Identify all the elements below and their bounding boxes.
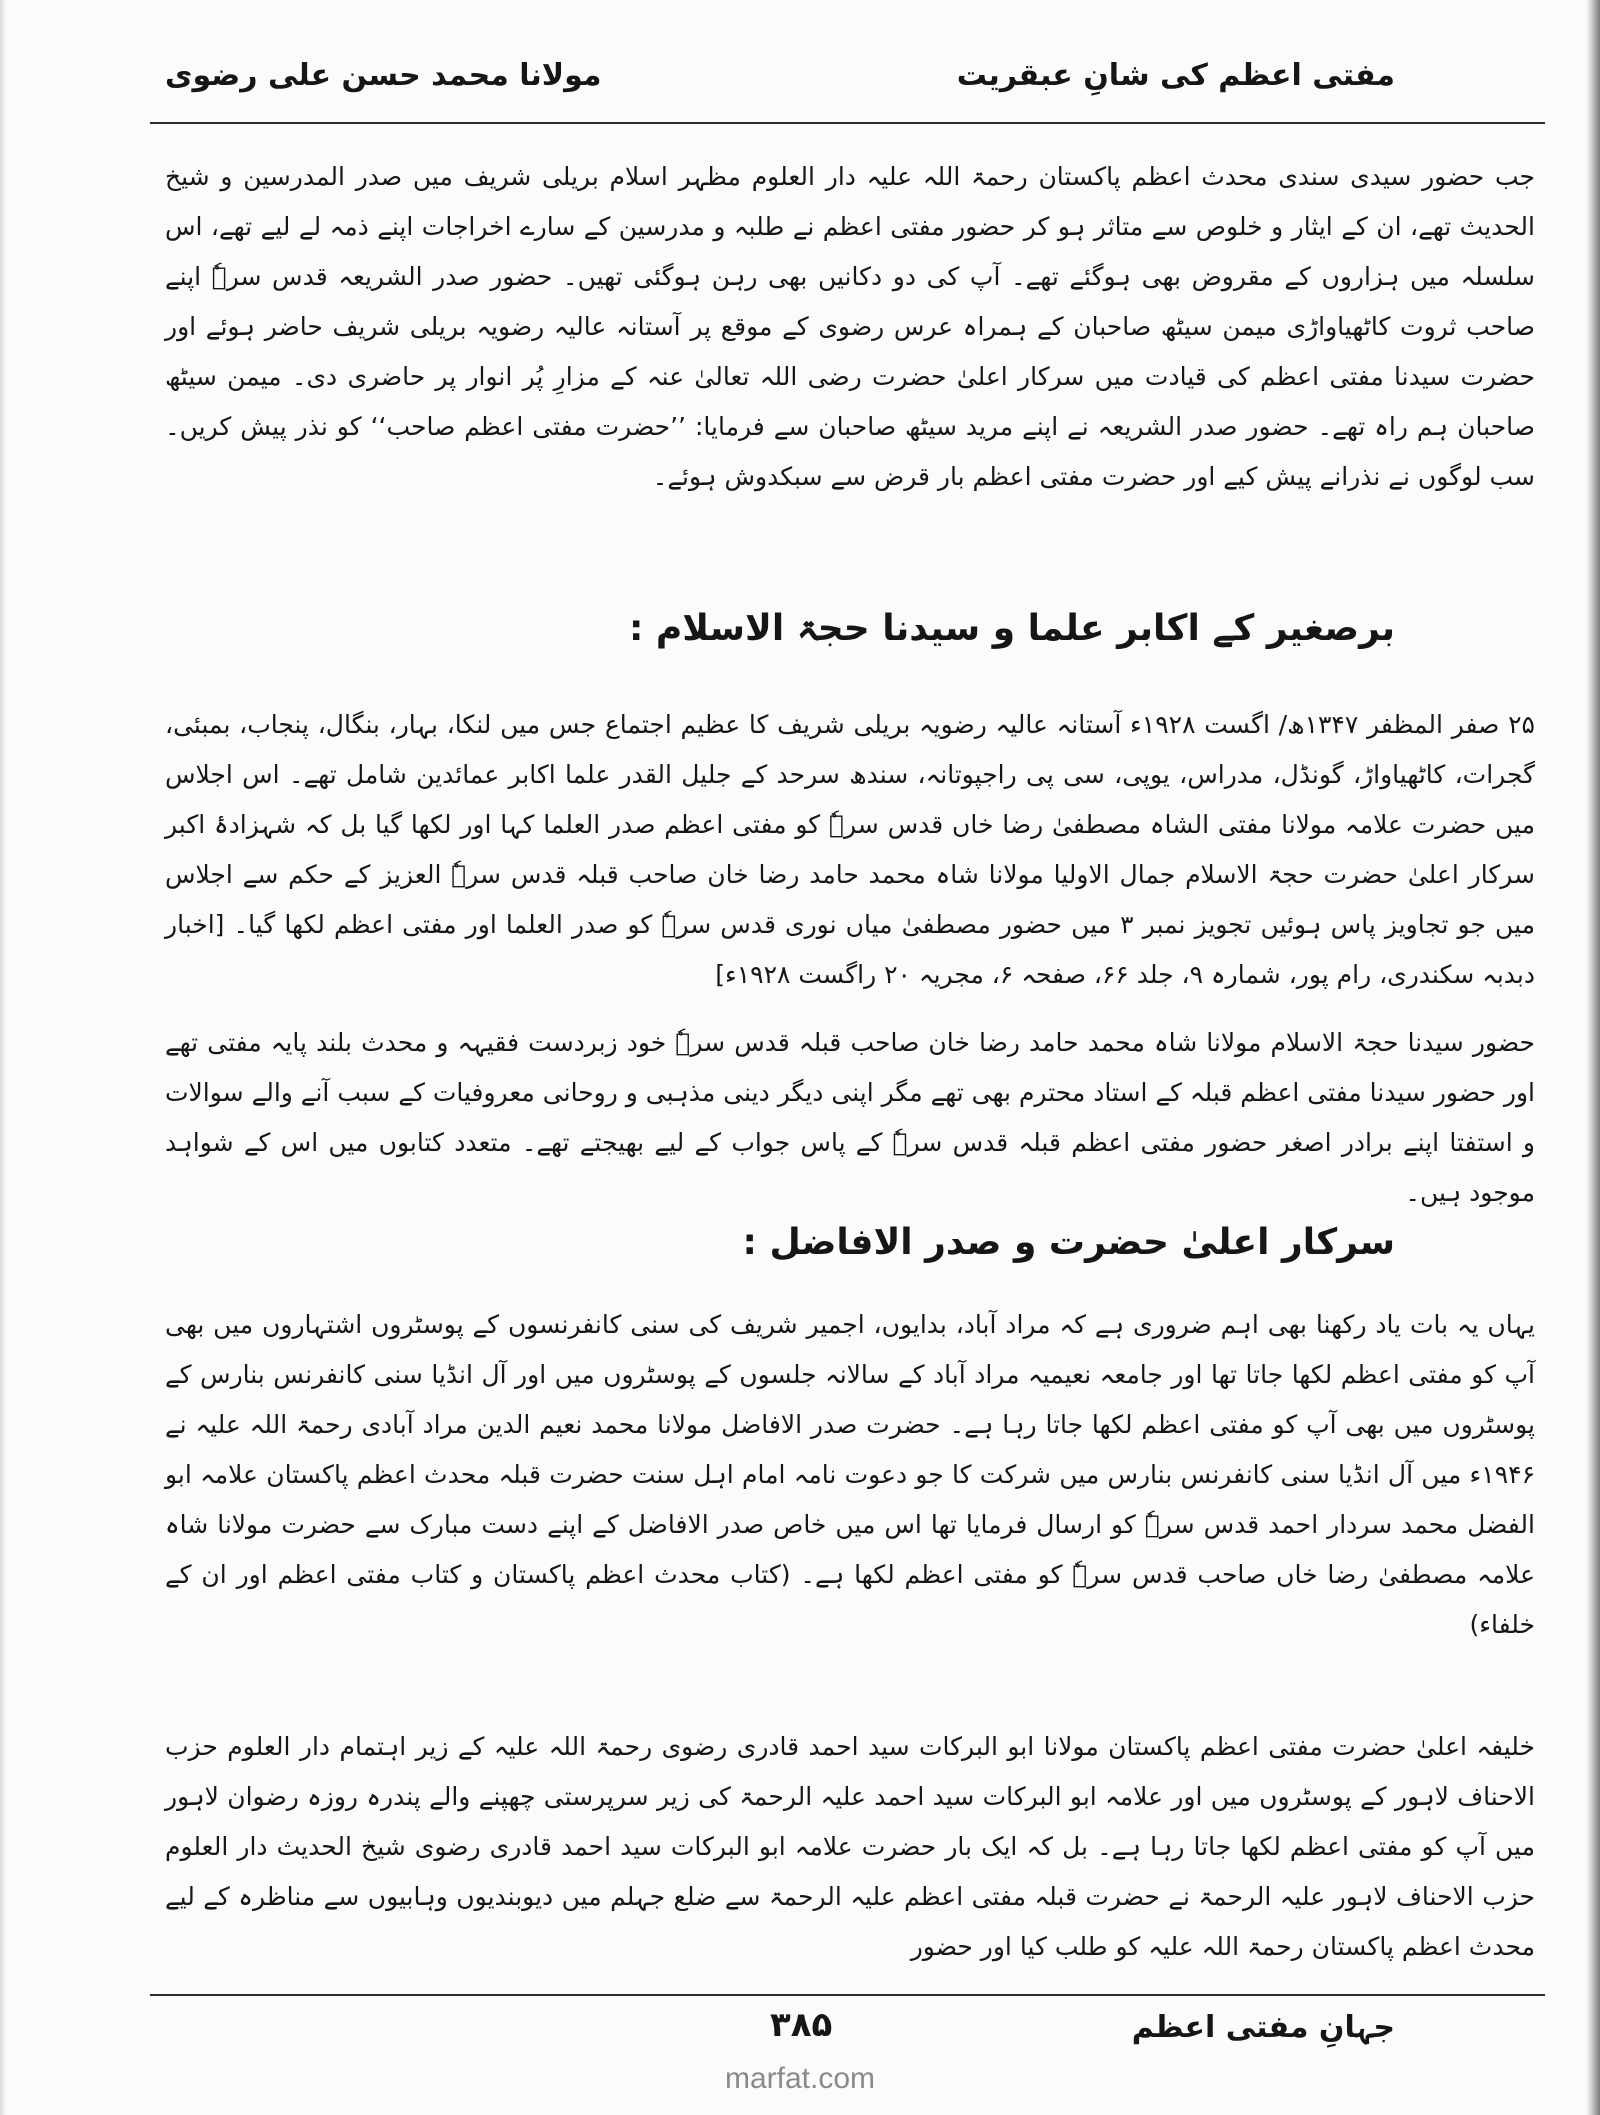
footer-rule (150, 1994, 1545, 1996)
header-rule (150, 122, 1545, 124)
watermark: marfat.com (724, 2062, 876, 2095)
section-heading-1: برصغیر کے اکابر علما و سیدنا حجۃ الاسلام : (628, 608, 1395, 649)
page-shadow-left (0, 0, 6, 2115)
paragraph-3: حضور سیدنا حجۃ الاسلام مولانا شاہ محمد حامد رضا خان صاحب قبلہ قدس سرہٗ خود زبردست فقیہہ و محدث بلند پایہ مفتی تھے اور حضور سیدنا مفتی اعظم قبلہ کے استاد محترم بھی تھے مگر اپنی دیگر دینی مذہبی و روحانی معروفیات کے سبب آنے والے سوالات و استفتا اپنے برادر اصغر حضور مفتی اعظم قبلہ قدس سرہٗ کے پاس جواب کے لیے بھیجتے تھے۔ متعدد کتابوں میں اس کے شواہد موجود ہیں۔ (165, 1028, 1535, 1207)
paragraph-1: جب حضور سیدی سندی محدث اعظم پاکستان رحمۃ اللہ علیہ دار العلوم مظہر اسلام بریلی شریف میں صدر المدرسین و شیخ الحدیث تھے، ان کے ایثار و خلوص سے متاثر ہو کر حضور مفتی اعظم نے طلبہ و مدرسین کے سارے اخراجات اپنے ذمہ لے لیے تھے، اس سلسلہ میں ہزاروں کے مقروض بھی ہوگئے تھے۔ آپ کی دو دکانیں بھی رہن ہوگئی تھیں۔ حضور صدر الشریعہ قدس سرہٗ اپنے صاحب ثروت کاٹھیاواڑی میمن سیٹھ صاحبان کے ہمراہ عرس رضوی کے موقع پر آستانہ عالیہ رضویہ بریلی شریف حاضر ہوئے اور حضرت سیدنا مفتی اعظم کی قیادت میں سرکار اعلیٰ حضرت رضی اللہ تعالیٰ عنہ کے مزارِ پُر انوار پر حاضری دی۔ میمن سیٹھ صاحبان ہم راہ تھے۔ حضور صدر الشریعہ نے اپنے مرید سیٹھ صاحبان سے فرمایا: ’’حضرت مفتی اعظم صاحب‘‘ کو نذر پیش کریں۔ سب لوگوں نے نذرانے پیش کیے اور حضرت مفتی اعظم بار قرض سے سبکدوش ہوئے۔ (165, 162, 1535, 491)
page-number: ۳۸۵ (770, 2005, 833, 2045)
footer-book-name: جہانِ مفتی اعظم (1131, 2010, 1395, 2045)
paragraph-5: خلیفہ اعلیٰ حضرت مفتی اعظم پاکستان مولانا ابو البرکات سید احمد قادری رضوی رحمۃ اللہ علیہ کے زیر اہتمام دار العلوم حزب الاحناف لاہور کے پوسٹروں میں اور علامہ ابو البرکات سید احمد علیہ الرحمۃ کی زیر سرپرستی چھپنے والے پندرہ روزہ رضوان لاہور میں آپ کو مفتی اعظم لکھا جاتا رہا ہے۔ بل کہ ایک بار حضرت علامہ ابو البرکات سید احمد قادری رضوی شیخ الحدیث دار العلوم حزب الاحناف لاہور علیہ الرحمۃ نے حضرت قبلہ مفتی اعظم علیہ الرحمۃ سے ضلع جہلم میں دیوبندیوں وہابیوں سے مناظرہ کے لیے محدث اعظم پاکستان رحمۃ اللہ علیہ کو طلب کیا اور حضور (165, 1732, 1535, 1961)
paragraph-2: ۲۵ صفر المظفر ۱۳۴۷ھ/ اگست ۱۹۲۸ء آستانہ عالیہ رضویہ بریلی شریف کا عظیم اجتماع جس میں لنکا، بہار، بنگال، پنجاب، بمبئی، گجرات، کاٹھیاواڑ، گونڈل، مدراس، یوپی، سی پی راجپوتانہ، سندھ سرحد کے جلیل القدر علما اکابر عمائدین شامل تھے۔ اس اجلاس میں حضرت علامہ مولانا مفتی الشاہ مصطفیٰ رضا خاں قدس سرہٗ کو مفتی اعظم صدر العلما کہا اور لکھا گیا بل کہ شہزادۂ اکبر سرکار اعلیٰ حضرت حجۃ الاسلام جمال الاولیا مولانا شاہ محمد حامد رضا خان صاحب قبلہ قدس سرہٗ العزیز کے حکم سے اجلاس میں جو تجاویز پاس ہوئیں تجویز نمبر ۳ میں حضور مصطفیٰ میاں نوری قدس سرہٗ کو صدر العلما اور مفتی اعظم لکھا گیا۔ [اخبار دبدبہ سکندری، رام پور، شمارہ ۹، جلد ۶۶، صفحہ ۶، مجریہ ۲۰ راگست ۱۹۲۸ء] (165, 710, 1535, 989)
section-heading-2: سرکار اعلیٰ حضرت و صدر الافاضل : (742, 1222, 1395, 1263)
running-header-author: مولانا محمد حسن علی رضوی (165, 58, 602, 93)
running-header-title: مفتی اعظم کی شانِ عبقریت (956, 58, 1395, 93)
page-shadow-right (1586, 0, 1600, 2115)
paragraph-4: یہاں یہ بات یاد رکھنا بھی اہم ضروری ہے کہ مراد آباد، بدایوں، اجمیر شریف کی سنی کانفرنسوں کے پوسٹروں اشتہاروں میں بھی آپ کو مفتی اعظم لکھا جاتا تھا اور جامعہ نعیمیہ مراد آباد کے سالانہ جلسوں کے پوسٹروں میں اور آل انڈیا سنی کانفرنس بنارس کے پوسٹروں میں بھی آپ کو مفتی اعظم لکھا جاتا رہا ہے۔ حضرت صدر الافاضل مولانا محمد نعیم الدین مراد آبادی رحمۃ اللہ علیہ نے ۱۹۴۶ء میں آل انڈیا سنی کانفرنس بنارس میں شرکت کا جو دعوت نامہ امام اہل سنت حضرت قبلہ محدث اعظم پاکستان علامہ ابو الفضل محمد سردار احمد قدس سرہٗ کو ارسال فرمایا تھا اس میں خاص صدر الافاضل کے اپنے دست مبارک سے حضرت مولانا شاہ علامہ مصطفیٰ رضا خاں صاحب قدس سرہٗ کو مفتی اعظم لکھا ہے۔ (کتاب محدث اعظم پاکستان و کتاب مفتی اعظم اور ان کے خلفاء) (165, 1310, 1535, 1639)
